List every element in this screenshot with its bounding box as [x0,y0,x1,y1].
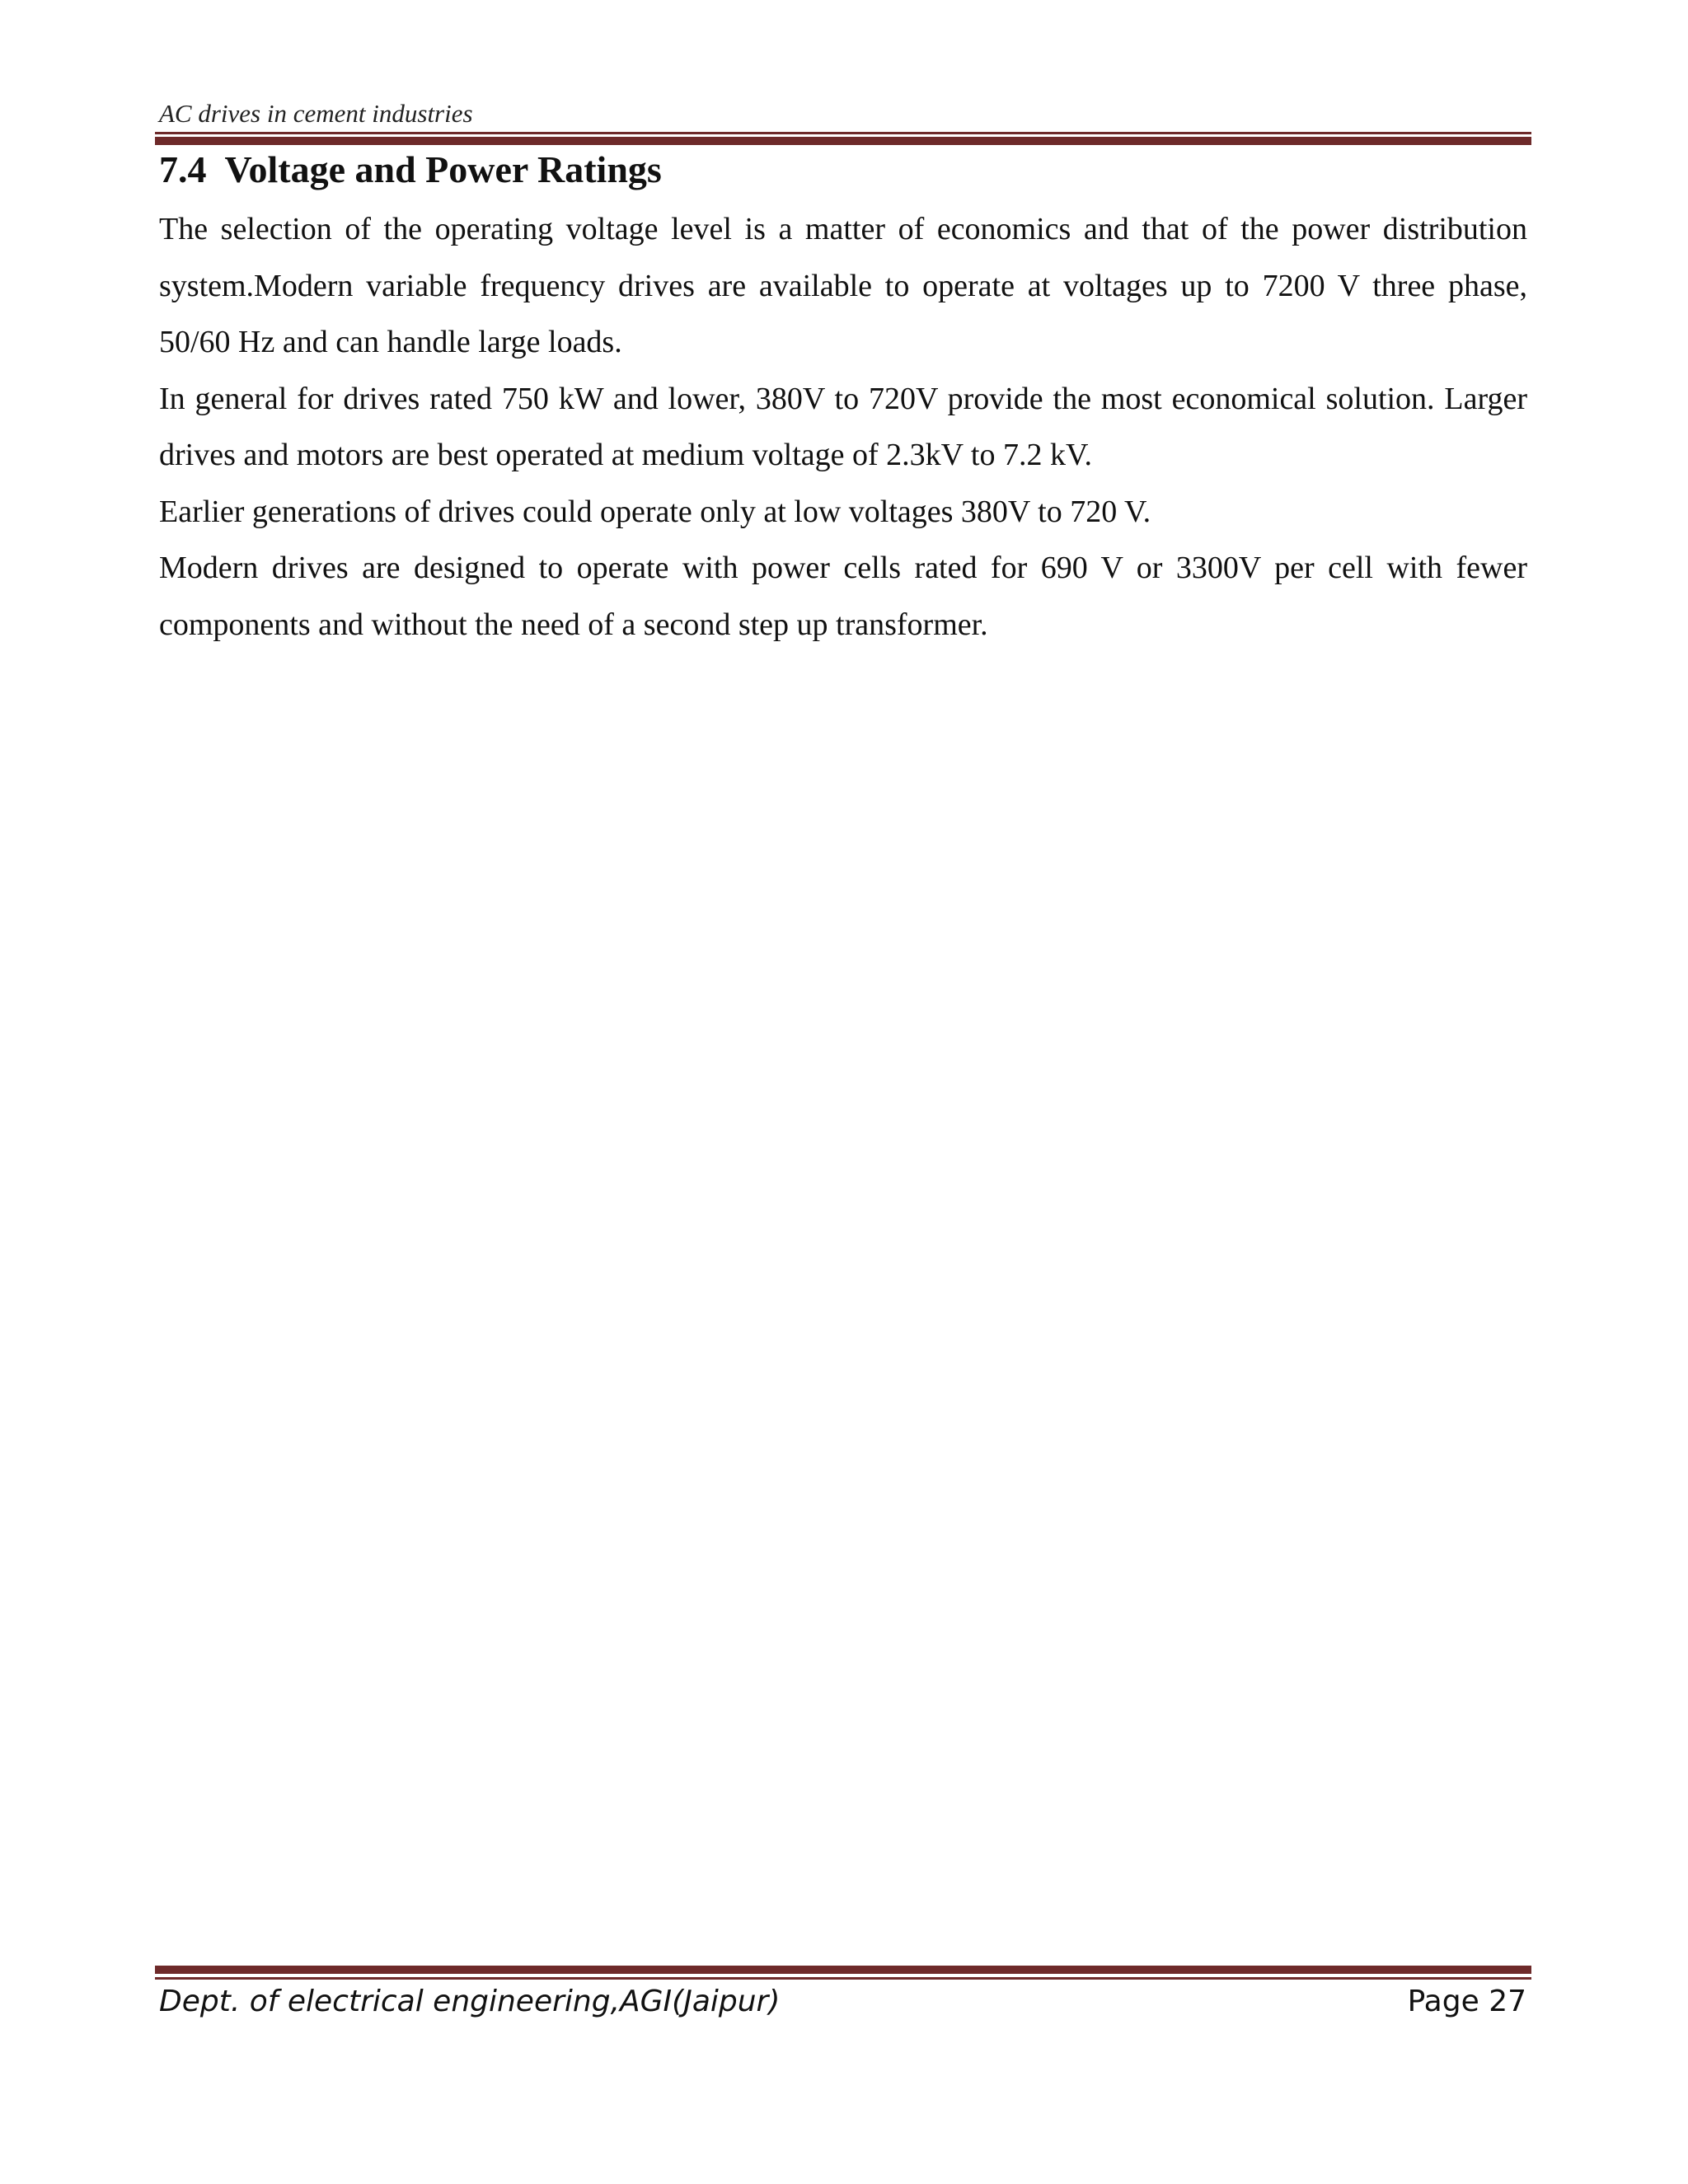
header-rule-thick [155,137,1531,145]
running-header: AC drives in cement industries [159,99,473,128]
section-number: 7.4 [159,148,207,190]
paragraph: Modern drives are designed to operate with power cells rated for 690 V or 3300V per cell with fewer components and without the need of a second step up transformer. [159,551,1527,642]
paragraph: The selection of the operating voltage level is a matter of economics and that of the power distribution system.Modern variable frequency drives are available to operate at voltages up to 7200 V three phase, 50/60 Hz and can handle large loads. [159,212,1527,359]
body-text [159,201,1527,653]
paragraph: In general for drives rated 750 kW and lower, 380V to 720V provide the most economical solution. Larger drives and motors are best operated at medium voltage of 2.3kV to 7.2 kV. [159,381,1527,472]
header-rule-thin [155,132,1531,134]
footer-rule-thick [155,1966,1531,1974]
section-heading [159,145,662,194]
footer-page-number: Page 27 [1407,1985,1526,2018]
section-title: Voltage and Power Ratings [224,148,662,190]
footer-department: Dept. of electrical engineering,AGI(Jaipur) [159,1985,781,2018]
paragraph: Earlier generations of drives could operate only at low voltages 380V to 720 V. [159,494,1151,529]
